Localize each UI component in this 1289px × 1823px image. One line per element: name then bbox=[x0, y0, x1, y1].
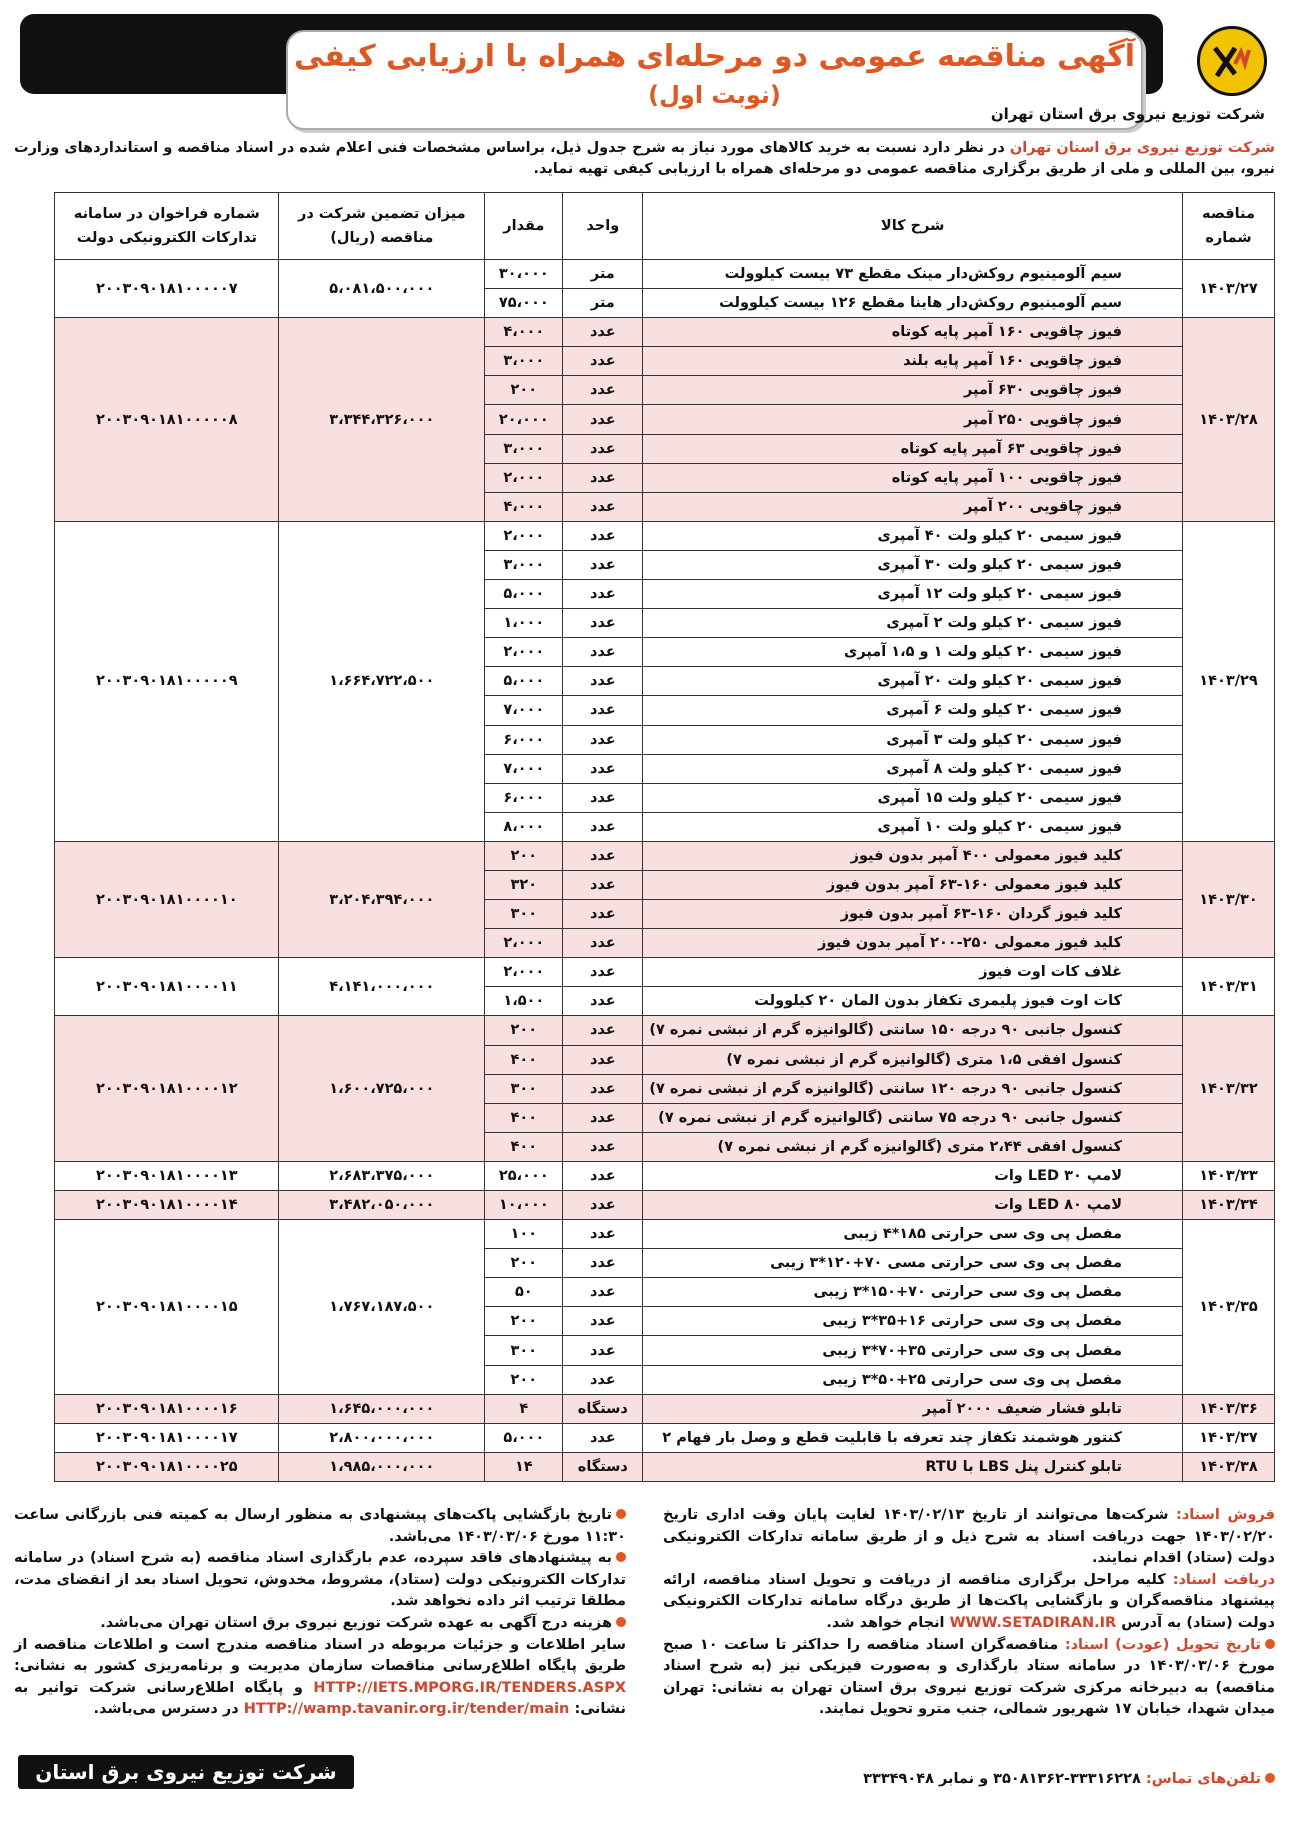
item-unit: عدد bbox=[563, 900, 643, 929]
item-unit: عدد bbox=[563, 958, 643, 987]
note-rejection-text: به پیشنهادهای فاقد سپرده، عدم بارگذاری اسناد مناقصه (به شرح اسناد) در سامانه تدارکات الکترونیکی دولت (ستاد)، مشروط، مخدوش، تحویل اسناد بعد از انقضای مدت، مطلقا ترتیب اثر داده نخواهد شد. bbox=[14, 1550, 626, 1610]
intro-company: شرکت توزیع نیروی برق استان تهران bbox=[1009, 140, 1275, 156]
item-description: فیوز سیمی ۲۰ کیلو ولت ۴۰ آمپری bbox=[643, 521, 1183, 550]
setad-number: ۲۰۰۳۰۹۰۱۸۱۰۰۰۰۲۵ bbox=[55, 1452, 279, 1481]
phone-label: تلفن‌های تماس: bbox=[1145, 1771, 1261, 1787]
item-unit: عدد bbox=[563, 870, 643, 899]
note-info-text-2: و پایگاه اطلاع‌رسانی شرکت توانیر به نشانی: bbox=[14, 1679, 626, 1718]
tender-number: ۱۴۰۳/۳۸ bbox=[1183, 1452, 1275, 1481]
item-quantity: ۱،۵۰۰ bbox=[485, 987, 563, 1016]
setad-link[interactable]: WWW.SETADIRAN.IR bbox=[949, 1614, 1117, 1631]
note-info bbox=[14, 1635, 626, 1721]
item-quantity: ۷۵،۰۰۰ bbox=[485, 289, 563, 318]
item-quantity: ۱،۰۰۰ bbox=[485, 609, 563, 638]
item-description: غلاف کات اوت فیوز bbox=[643, 958, 1183, 987]
item-unit: عدد bbox=[563, 987, 643, 1016]
item-description: کلید فیوز گردان ۱۶۰-۶۳ آمپر بدون فیوز bbox=[643, 900, 1183, 929]
doc-deliver-text: مناقصه‌گران اسناد مناقصه را حداکثر تا ساعت ۱۰ صبح مورخ ۱۴۰۳/۰۳/۰۶ در سامانه ستاد بارگذاری و به‌صورت فیزیکی نیز (به شرح اسناد مناقصه) به دبیرخانه مرکزی شرکت توزیع نیروی برق استان تهران به نشانی: تهران میدان شهدا، خیابان ۱۷ شهریور شمالی، جنب مترو تحویل نمایند. bbox=[663, 1636, 1275, 1718]
item-unit: عدد bbox=[563, 1336, 643, 1365]
item-description: تابلو فشار ضعیف ۲۰۰۰ آمپر bbox=[643, 1394, 1183, 1423]
tender-number: ۱۴۰۳/۳۵ bbox=[1183, 1220, 1275, 1395]
doc-sale-text: شرکت‌ها می‌توانند از تاریخ ۱۴۰۳/۰۲/۱۳ لغایت پایان وقت اداری تاریخ ۱۴۰۳/۰۲/۲۰ جهت دریافت اسناد به شرح ذیل و از طریق سامانه تدارکات الکترونیکی دولت (ستاد) اقدام نمایند. bbox=[663, 1507, 1275, 1567]
col-description: شرح کالا bbox=[643, 193, 1183, 260]
item-description: مفصل پی وی سی حرارتی ۲۵+۵۰*۳ زیبی bbox=[643, 1365, 1183, 1394]
item-quantity: ۲۰۰ bbox=[485, 1307, 563, 1336]
item-quantity: ۴،۰۰۰ bbox=[485, 318, 563, 347]
item-quantity: ۱۰۰ bbox=[485, 1220, 563, 1249]
tender-number: ۱۴۰۳/۳۷ bbox=[1183, 1423, 1275, 1452]
tavanir-link[interactable]: HTTP://wamp.tavanir.org.ir/tender/main bbox=[243, 1701, 570, 1718]
tender-number: ۱۴۰۳/۳۲ bbox=[1183, 1016, 1275, 1161]
item-unit: دستگاه bbox=[563, 1394, 643, 1423]
item-quantity: ۳۰،۰۰۰ bbox=[485, 260, 563, 289]
item-quantity: ۲۰۰ bbox=[485, 1365, 563, 1394]
table-row bbox=[55, 1394, 1275, 1423]
item-quantity: ۴۰۰ bbox=[485, 1045, 563, 1074]
guarantee-amount: ۱،۶۴۵،۰۰۰،۰۰۰ bbox=[279, 1394, 485, 1423]
item-quantity: ۲،۰۰۰ bbox=[485, 521, 563, 550]
table-row bbox=[55, 1016, 1275, 1045]
item-description: کنسول جانبی ۹۰ درجه ۱۲۰ سانتی (گالوانیزه گرم از نبشی نمره ۷) bbox=[643, 1074, 1183, 1103]
item-unit: عدد bbox=[563, 376, 643, 405]
tender-number: ۱۴۰۳/۳۴ bbox=[1183, 1191, 1275, 1220]
footer-right bbox=[663, 1505, 1275, 1721]
item-unit: عدد bbox=[563, 696, 643, 725]
bullet-icon bbox=[616, 1552, 626, 1562]
item-description: فیوز چاقویی ۶۳ آمپر پایه کوتاه bbox=[643, 434, 1183, 463]
setad-number: ۲۰۰۳۰۹۰۱۸۱۰۰۰۰۱۷ bbox=[55, 1423, 279, 1452]
setad-number: ۲۰۰۳۰۹۰۱۸۱۰۰۰۰۱۶ bbox=[55, 1394, 279, 1423]
item-quantity: ۳،۰۰۰ bbox=[485, 550, 563, 579]
item-quantity: ۸،۰۰۰ bbox=[485, 812, 563, 841]
item-quantity: ۵۰ bbox=[485, 1278, 563, 1307]
doc-receive-label: دریافت اسناد: bbox=[1172, 1571, 1276, 1588]
bullet-icon bbox=[1265, 1639, 1275, 1649]
item-description: کلید فیوز معمولی ۱۶۰-۶۳ آمپر بدون فیوز bbox=[643, 870, 1183, 899]
doc-sale bbox=[663, 1505, 1275, 1570]
note-cost bbox=[14, 1613, 626, 1635]
item-quantity: ۳،۰۰۰ bbox=[485, 347, 563, 376]
guarantee-amount: ۳،۳۴۴،۳۲۶،۰۰۰ bbox=[279, 318, 485, 522]
item-unit: عدد bbox=[563, 492, 643, 521]
item-quantity: ۴۰۰ bbox=[485, 1103, 563, 1132]
setad-number: ۲۰۰۳۰۹۰۱۸۱۰۰۰۰۱۵ bbox=[55, 1220, 279, 1395]
item-unit: عدد bbox=[563, 1045, 643, 1074]
table-row bbox=[55, 260, 1275, 289]
item-unit: عدد bbox=[563, 1307, 643, 1336]
item-description: کنسول افقی ۱،۵ متری (گالوانیزه گرم از نبشی نمره ۷) bbox=[643, 1045, 1183, 1074]
item-quantity: ۲۰۰ bbox=[485, 376, 563, 405]
guarantee-amount: ۱،۶۰۰،۷۲۵،۰۰۰ bbox=[279, 1016, 485, 1161]
guarantee-amount: ۱،۷۶۷،۱۸۷،۵۰۰ bbox=[279, 1220, 485, 1395]
tender-number: ۱۴۰۳/۳۱ bbox=[1183, 958, 1275, 1016]
item-description: مفصل پی وی سی حرارتی ۱۶+۳۵*۳ زیبی bbox=[643, 1307, 1183, 1336]
item-description: سیم آلومینیوم روکش‌دار مینک مقطع ۷۳ بیست کیلوولت bbox=[643, 260, 1183, 289]
note-cost-text: هزینه درج آگهی به عهده شرکت توزیع نیروی برق استان تهران می‌باشد. bbox=[100, 1614, 612, 1631]
item-unit: عدد bbox=[563, 754, 643, 783]
col-quantity: مقدار bbox=[485, 193, 563, 260]
item-description: فیوز چاقویی ۱۶۰ آمپر پایه بلند bbox=[643, 347, 1183, 376]
company-name: شرکت توزیع نیروی برق استان تهران bbox=[990, 105, 1265, 123]
item-quantity: ۲،۰۰۰ bbox=[485, 463, 563, 492]
item-description: کنسول جانبی ۹۰ درجه ۱۵۰ سانتی (گالوانیزه گرم از نبشی نمره ۷) bbox=[643, 1016, 1183, 1045]
table-row bbox=[55, 958, 1275, 987]
item-unit: عدد bbox=[563, 638, 643, 667]
table-row bbox=[55, 1191, 1275, 1220]
note-info-text: سایر اطلاعات و جزئیات مربوطه در اسناد مناقصه مندرج است و اطلاعات مناقصه از طریق پایگاه اطلاع‌رسانی مناقصات سازمان مدیریت و برنامه‌ریزی کشور به نشانی: bbox=[14, 1636, 626, 1675]
col-unit: واحد bbox=[563, 193, 643, 260]
item-description: فیوز چاقویی ۶۳۰ آمپر bbox=[643, 376, 1183, 405]
item-quantity: ۲۰،۰۰۰ bbox=[485, 405, 563, 434]
header bbox=[8, 8, 1281, 126]
setad-number: ۲۰۰۳۰۹۰۱۸۱۰۰۰۰۱۱ bbox=[55, 958, 279, 1016]
item-description: کلید فیوز معمولی ۲۵۰-۲۰۰ آمپر بدون فیوز bbox=[643, 929, 1183, 958]
tender-number: ۱۴۰۳/۳۰ bbox=[1183, 841, 1275, 957]
note-opening-text: تاریخ بازگشایی پاکت‌های پیشنهادی به منظور ارسال به کمیته فنی بازرگانی ساعت ۱۱:۳۰ مورخ ۱۴۰۳/۰۳/۰۶ می‌باشد. bbox=[14, 1507, 626, 1545]
item-quantity: ۵،۰۰۰ bbox=[485, 1423, 563, 1452]
item-description: فیوز سیمی ۲۰ کیلو ولت ۱۰ آمپری bbox=[643, 812, 1183, 841]
item-description: لامپ LED ۳۰ وات bbox=[643, 1161, 1183, 1190]
item-description: مفصل پی وی سی حرارتی ۷۰+۱۵۰*۳ زیبی bbox=[643, 1278, 1183, 1307]
note-info-text-3: در دسترس می‌باشد. bbox=[93, 1701, 244, 1718]
col-tender-no: مناقصه شماره bbox=[1183, 193, 1275, 260]
item-unit: عدد bbox=[563, 463, 643, 492]
item-quantity: ۲۰۰ bbox=[485, 1016, 563, 1045]
page-title: آگهی مناقصه عمومی دو مرحله‌ای همراه با ارزیابی کیفی bbox=[293, 39, 1136, 74]
guarantee-amount: ۳،۲۰۴،۳۹۴،۰۰۰ bbox=[279, 841, 485, 957]
item-quantity: ۱۴ bbox=[485, 1452, 563, 1481]
guarantee-amount: ۱،۶۶۴،۷۲۲،۵۰۰ bbox=[279, 521, 485, 841]
table-row bbox=[55, 1161, 1275, 1190]
iets-link[interactable]: HTTP://IETS.MPORG.IR/TENDERS.ASPX bbox=[313, 1679, 626, 1696]
item-unit: عدد bbox=[563, 1103, 643, 1132]
item-description: کلید فیوز معمولی ۴۰۰ آمپر بدون فیوز bbox=[643, 841, 1183, 870]
item-quantity: ۴۰۰ bbox=[485, 1132, 563, 1161]
table-row bbox=[55, 841, 1275, 870]
doc-receive bbox=[663, 1570, 1275, 1635]
item-unit: عدد bbox=[563, 812, 643, 841]
item-description: فیوز سیمی ۲۰ کیلو ولت ۱۵ آمپری bbox=[643, 783, 1183, 812]
contact-phones bbox=[863, 1771, 1275, 1787]
item-description: فیوز سیمی ۲۰ کیلو ولت ۲۰ آمپری bbox=[643, 667, 1183, 696]
item-description: کنسول افقی ۲،۴۴ متری (گالوانیزه گرم از نبشی نمره ۷) bbox=[643, 1132, 1183, 1161]
item-quantity: ۱۰،۰۰۰ bbox=[485, 1191, 563, 1220]
doc-receive-text: کلیه مراحل برگزاری مناقصه از دریافت و تحویل اسناد مناقصه، ارائه پیشنهاد مناقصه‌گران و بازگشایی پاکت‌ها از طریق درگاه سامانه تدارکات الکترونیکی دولت (ستاد) به آدرس bbox=[663, 1571, 1275, 1631]
phone-text: ۳۳۳۱۶۲۲۸-۳۵۰۸۱۳۶۲ و نمابر ۳۳۳۴۹۰۴۸ bbox=[863, 1771, 1146, 1787]
bullet-icon bbox=[616, 1617, 626, 1627]
table-header-row bbox=[55, 193, 1275, 260]
item-description: فیوز چاقویی ۲۰۰ آمپر bbox=[643, 492, 1183, 521]
item-description: کنسول جانبی ۹۰ درجه ۷۵ سانتی (گالوانیزه گرم از نبشی نمره ۷) bbox=[643, 1103, 1183, 1132]
item-quantity: ۲۵،۰۰۰ bbox=[485, 1161, 563, 1190]
item-quantity: ۲،۰۰۰ bbox=[485, 929, 563, 958]
item-unit: عدد bbox=[563, 1074, 643, 1103]
item-description: سیم آلومینیوم روکش‌دار هاینا مقطع ۱۲۶ بیست کیلوولت bbox=[643, 289, 1183, 318]
item-unit: عدد bbox=[563, 1016, 643, 1045]
tender-number: ۱۴۰۳/۳۶ bbox=[1183, 1394, 1275, 1423]
item-quantity: ۲۰۰ bbox=[485, 1249, 563, 1278]
item-unit: عدد bbox=[563, 1161, 643, 1190]
tender-number: ۱۴۰۳/۳۳ bbox=[1183, 1161, 1275, 1190]
item-description: فیوز سیمی ۲۰ کیلو ولت ۱۲ آمپری bbox=[643, 580, 1183, 609]
item-unit: عدد bbox=[563, 1220, 643, 1249]
doc-deliver-label: تاریخ تحویل (عودت) اسناد: bbox=[1064, 1636, 1261, 1653]
item-unit: عدد bbox=[563, 929, 643, 958]
doc-sale-label: فروش اسناد: bbox=[1176, 1507, 1275, 1523]
guarantee-amount: ۴،۱۴۱،۰۰۰،۰۰۰ bbox=[279, 958, 485, 1016]
item-quantity: ۷،۰۰۰ bbox=[485, 754, 563, 783]
tender-number: ۱۴۰۳/۲۸ bbox=[1183, 318, 1275, 522]
item-unit: عدد bbox=[563, 609, 643, 638]
bullet-icon bbox=[616, 1509, 626, 1519]
item-quantity: ۶،۰۰۰ bbox=[485, 725, 563, 754]
item-description: فیوز سیمی ۲۰ کیلو ولت ۱ و ۱،۵ آمپری bbox=[643, 638, 1183, 667]
setad-number: ۲۰۰۳۰۹۰۱۸۱۰۰۰۰۱۳ bbox=[55, 1161, 279, 1190]
table-row bbox=[55, 521, 1275, 550]
item-quantity: ۴ bbox=[485, 1394, 563, 1423]
item-unit: عدد bbox=[563, 318, 643, 347]
item-unit: دستگاه bbox=[563, 1452, 643, 1481]
item-quantity: ۵،۰۰۰ bbox=[485, 667, 563, 696]
note-rejection bbox=[14, 1548, 626, 1613]
item-description: فیوز چاقویی ۲۵۰ آمپر bbox=[643, 405, 1183, 434]
item-description: کنتور هوشمند تکفاز چند تعرفه با قابلیت قطع و وصل بار فهام ۲ bbox=[643, 1423, 1183, 1452]
item-unit: عدد bbox=[563, 1249, 643, 1278]
item-unit: عدد bbox=[563, 550, 643, 579]
col-guarantee: میزان تضمین شرکت در مناقصه (ریال) bbox=[279, 193, 485, 260]
item-unit: متر bbox=[563, 260, 643, 289]
setad-number: ۲۰۰۳۰۹۰۱۸۱۰۰۰۰۰۸ bbox=[55, 318, 279, 522]
item-description: فیوز سیمی ۲۰ کیلو ولت ۲ آمپری bbox=[643, 609, 1183, 638]
guarantee-amount: ۲،۶۸۳،۳۷۵،۰۰۰ bbox=[279, 1161, 485, 1190]
item-quantity: ۲۰۰ bbox=[485, 841, 563, 870]
item-unit: عدد bbox=[563, 1132, 643, 1161]
footer-left bbox=[14, 1505, 626, 1721]
item-unit: متر bbox=[563, 289, 643, 318]
item-quantity: ۶،۰۰۰ bbox=[485, 783, 563, 812]
tender-number: ۱۴۰۳/۲۷ bbox=[1183, 260, 1275, 318]
table-row bbox=[55, 1452, 1275, 1481]
table-row bbox=[55, 1220, 1275, 1249]
tender-number: ۱۴۰۳/۲۹ bbox=[1183, 521, 1275, 841]
guarantee-amount: ۱،۹۸۵،۰۰۰،۰۰۰ bbox=[279, 1452, 485, 1481]
doc-receive-tail: انجام خواهد شد. bbox=[826, 1614, 950, 1631]
item-quantity: ۵،۰۰۰ bbox=[485, 580, 563, 609]
guarantee-amount: ۵،۰۸۱،۵۰۰،۰۰۰ bbox=[279, 260, 485, 318]
item-description: فیوز سیمی ۲۰ کیلو ولت ۳ آمپری bbox=[643, 725, 1183, 754]
setad-number: ۲۰۰۳۰۹۰۱۸۱۰۰۰۰۰۹ bbox=[55, 521, 279, 841]
setad-number: ۲۰۰۳۰۹۰۱۸۱۰۰۰۰۱۴ bbox=[55, 1191, 279, 1220]
bottom-banner: شرکت توزیع نیروی برق استان تهران bbox=[18, 1755, 354, 1789]
page-subtitle: (نوبت اول) bbox=[648, 81, 781, 109]
tender-table bbox=[54, 192, 1275, 1482]
item-quantity: ۳۰۰ bbox=[485, 1074, 563, 1103]
item-quantity: ۳،۰۰۰ bbox=[485, 434, 563, 463]
item-description: فیوز چاقویی ۱۰۰ آمپر پایه کوتاه bbox=[643, 463, 1183, 492]
item-description: مفصل پی وی سی حرارتی ۱۸۵*۴ زیبی bbox=[643, 1220, 1183, 1249]
item-description: مفصل پی وی سی حرارتی ۳۵+۷۰*۳ زیبی bbox=[643, 1336, 1183, 1365]
guarantee-amount: ۲،۸۰۰،۰۰۰،۰۰۰ bbox=[279, 1423, 485, 1452]
setad-number: ۲۰۰۳۰۹۰۱۸۱۰۰۰۰۰۷ bbox=[55, 260, 279, 318]
guarantee-amount: ۳،۴۸۲،۰۵۰،۰۰۰ bbox=[279, 1191, 485, 1220]
item-unit: عدد bbox=[563, 725, 643, 754]
item-unit: عدد bbox=[563, 1191, 643, 1220]
item-unit: عدد bbox=[563, 667, 643, 696]
item-quantity: ۴،۰۰۰ bbox=[485, 492, 563, 521]
item-unit: عدد bbox=[563, 783, 643, 812]
item-quantity: ۲،۰۰۰ bbox=[485, 958, 563, 987]
intro-text: در نظر دارد نسبت به خرید کالاهای مورد نیاز به شرح جدول ذیل، براساس مشخصات فنی اعلام شده در اسناد مناقصه و استانداردهای وزارت نیرو، بین المللی و ملی از طریق برگزاری مناقصه عمومی دو مرحله‌ای همراه با ارزیابی کیفی تهیه نماید. bbox=[14, 140, 1275, 177]
item-unit: عدد bbox=[563, 405, 643, 434]
item-description: لامپ LED ۸۰ وات bbox=[643, 1191, 1183, 1220]
table-row bbox=[55, 318, 1275, 347]
item-description: فیوز سیمی ۲۰ کیلو ولت ۸ آمپری bbox=[643, 754, 1183, 783]
item-description: مفصل پی وی سی حرارتی مسی ۷۰+۱۲۰*۳ زیبی bbox=[643, 1249, 1183, 1278]
doc-deliver bbox=[663, 1635, 1275, 1721]
item-description: کات اوت فیوز پلیمری تکفاز بدون المان ۲۰ کیلوولت bbox=[643, 987, 1183, 1016]
setad-number: ۲۰۰۳۰۹۰۱۸۱۰۰۰۰۱۰ bbox=[55, 841, 279, 957]
item-unit: عدد bbox=[563, 521, 643, 550]
item-unit: عدد bbox=[563, 580, 643, 609]
intro-paragraph bbox=[14, 138, 1275, 180]
item-unit: عدد bbox=[563, 434, 643, 463]
item-unit: عدد bbox=[563, 1278, 643, 1307]
setad-number: ۲۰۰۳۰۹۰۱۸۱۰۰۰۰۱۲ bbox=[55, 1016, 279, 1161]
item-description: تابلو کنترل پنل LBS با RTU bbox=[643, 1452, 1183, 1481]
item-unit: عدد bbox=[563, 347, 643, 376]
item-quantity: ۷،۰۰۰ bbox=[485, 696, 563, 725]
item-description: فیوز چاقویی ۱۶۰ آمپر پایه کوتاه bbox=[643, 318, 1183, 347]
note-opening bbox=[14, 1505, 626, 1548]
item-description: فیوز سیمی ۲۰ کیلو ولت ۶ آمپری bbox=[643, 696, 1183, 725]
item-quantity: ۳۰۰ bbox=[485, 1336, 563, 1365]
item-quantity: ۲،۰۰۰ bbox=[485, 638, 563, 667]
item-description: فیوز سیمی ۲۰ کیلو ولت ۳۰ آمپری bbox=[643, 550, 1183, 579]
item-quantity: ۳۰۰ bbox=[485, 900, 563, 929]
table-row bbox=[55, 1423, 1275, 1452]
item-unit: عدد bbox=[563, 1365, 643, 1394]
item-unit: عدد bbox=[563, 1423, 643, 1452]
company-logo-icon bbox=[1197, 26, 1267, 96]
bullet-icon bbox=[1265, 1773, 1275, 1783]
col-setad-no: شماره فراخوان در سامانه تدارکات الکترونیکی دولت bbox=[55, 193, 279, 260]
item-quantity: ۳۲۰ bbox=[485, 870, 563, 899]
item-unit: عدد bbox=[563, 841, 643, 870]
